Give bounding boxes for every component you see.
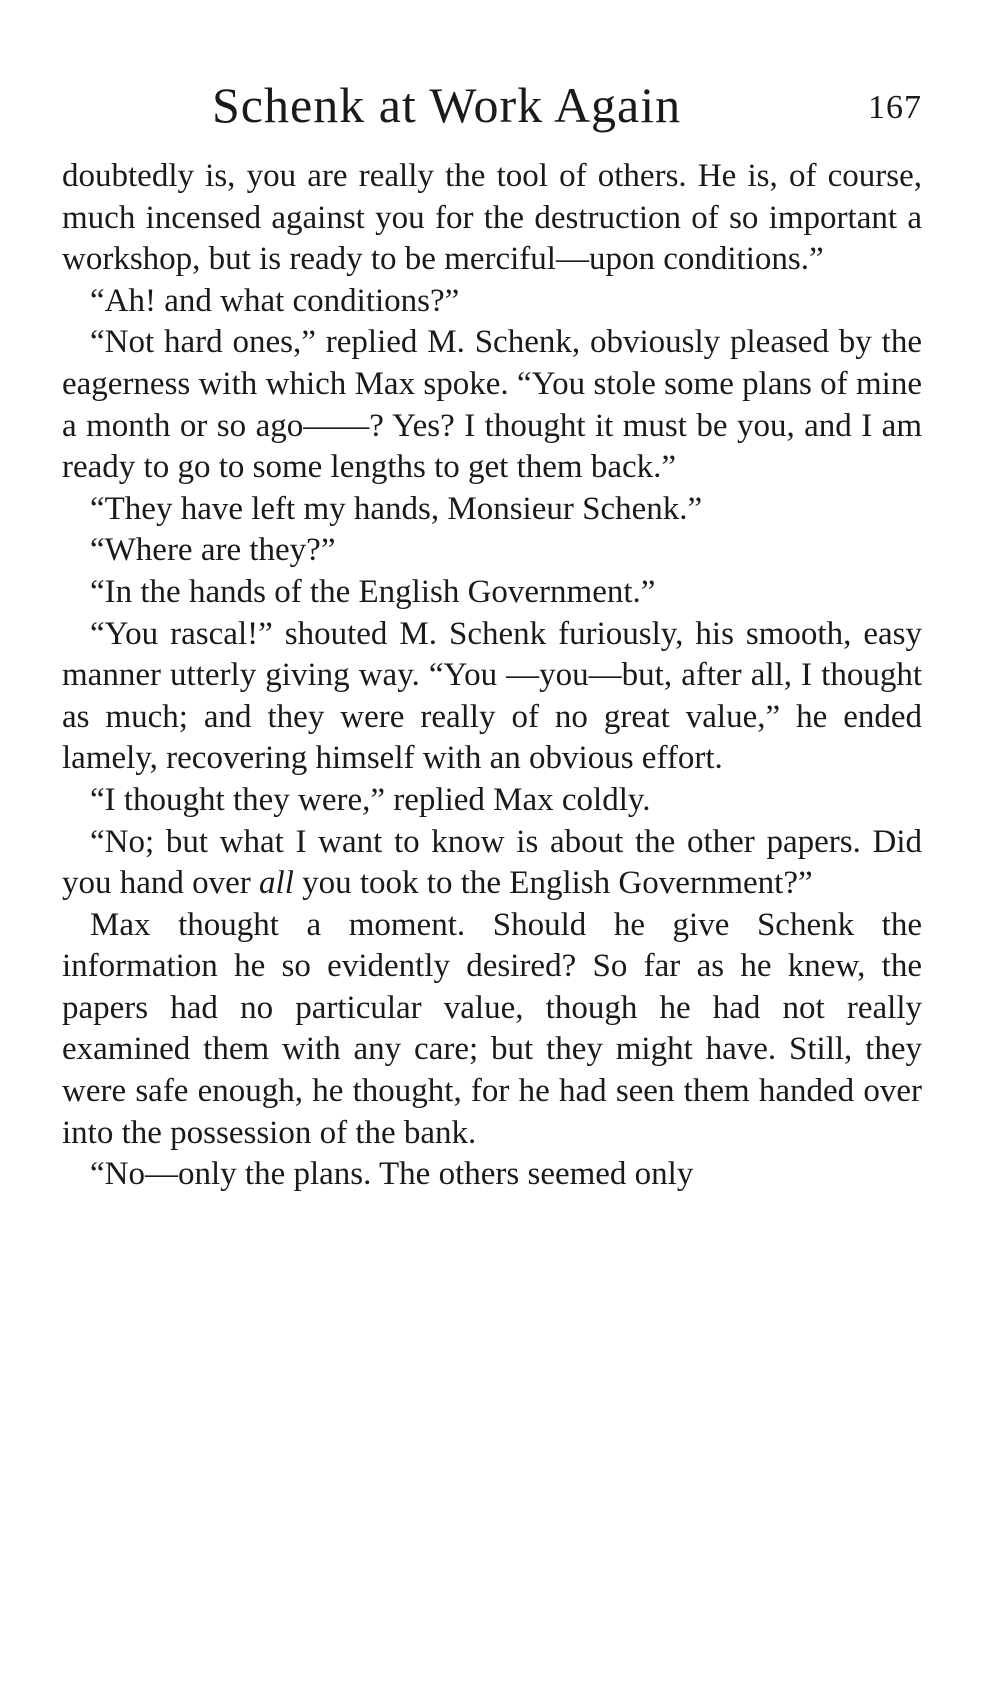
paragraph bbox=[62, 822, 922, 905]
paragraph-continued: doubtedly is, you are really the tool of others. He is, of course, much incensed against you for the destruction of so important a workshop, but is ready to be merciful—upon conditions.” bbox=[62, 158, 922, 278]
paragraph: “In the hands of the English Government.” bbox=[90, 573, 656, 610]
emphasized-word: all bbox=[259, 865, 294, 902]
paragraph: “You rascal!” shouted M. Schenk furiously, his smooth, easy manner utterly giving way. “You —you—but, after all, I thought as much; and they were really of no great value,” he ended lamely, recovering himself with an obvious effort. bbox=[62, 615, 922, 777]
paragraph: “Not hard ones,” replied M. Schenk, obviously pleased by the eagerness with which Max spoke. “You stole some plans of mine a month or so ago——? Yes? I thought it must be you, and I am ready to go to some lengths to get them back.” bbox=[62, 324, 922, 486]
page-number: 167 bbox=[868, 89, 922, 126]
body-text bbox=[62, 156, 922, 1196]
paragraph: Max thought a moment. Should he give Schenk the information he so evidently desired? So far as he knew, the papers had no particular value, though he had not really examined them with any care; but they might have. Still, they were safe enough, he thought, for he had seen them handed over into the possession of the bank. bbox=[62, 906, 922, 1151]
paragraph: “I thought they were,” replied Max coldly. bbox=[90, 781, 651, 818]
running-head bbox=[62, 70, 922, 140]
paragraph-continues: “No—only the plans. The others seemed only bbox=[90, 1156, 694, 1193]
paragraph-text: “No; but what I want to know is about the other papers. Did you hand over bbox=[62, 823, 922, 902]
paragraph: “They have left my hands, Monsieur Schenk.” bbox=[90, 490, 703, 527]
paragraph: “Ah! and what conditions?” bbox=[90, 282, 460, 319]
paragraph: “Where are they?” bbox=[90, 532, 336, 569]
paragraph-text: you took to the English Government?” bbox=[293, 865, 813, 902]
chapter-title: Schenk at Work Again bbox=[212, 77, 682, 133]
